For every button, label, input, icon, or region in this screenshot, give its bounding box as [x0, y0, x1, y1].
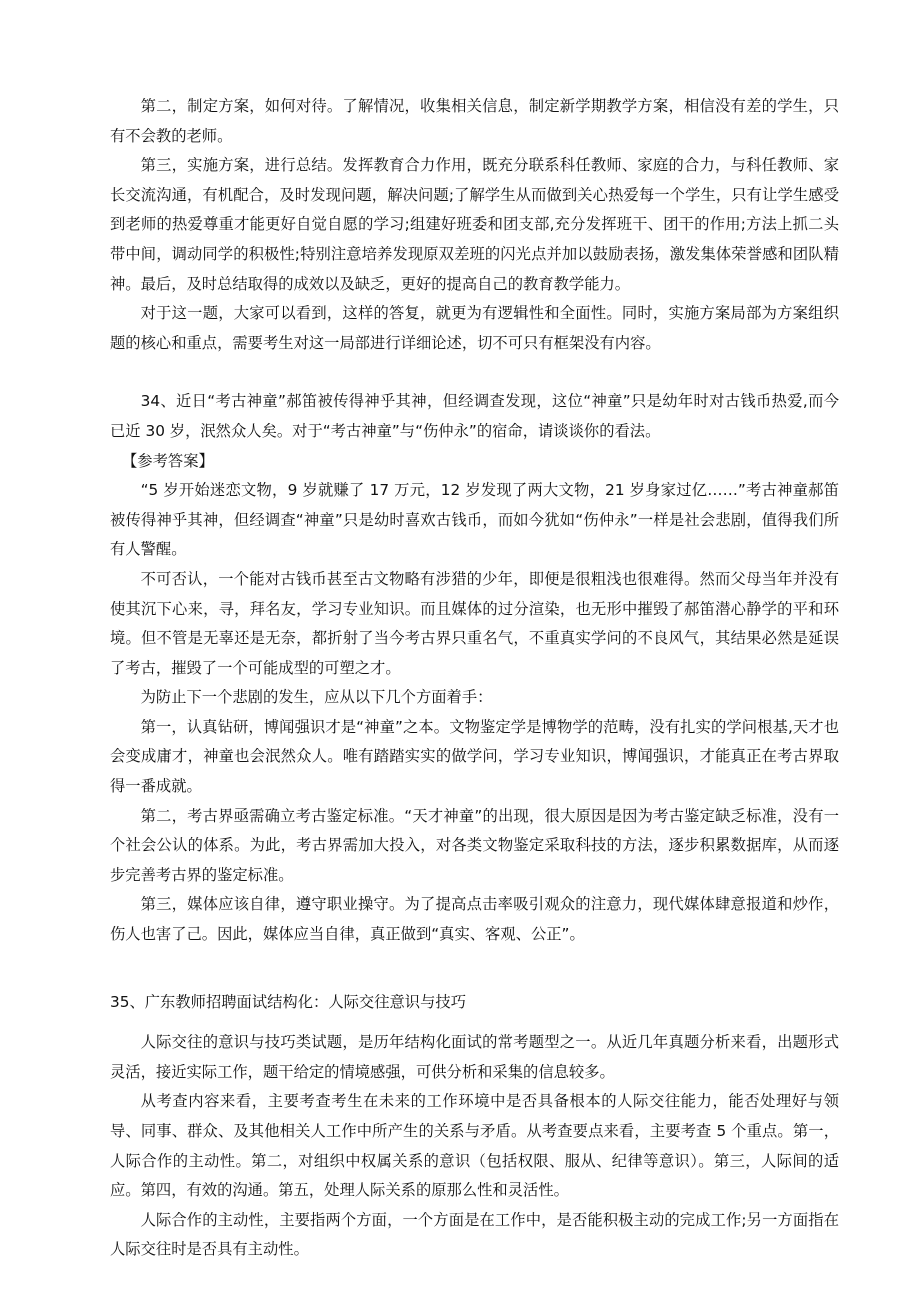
sec34-answer-label: 【参考答案】 [122, 451, 214, 470]
sec35-paragraph-3: 人际合作的主动性，主要指两个方面，一个方面是在工作中，是否能积极主动的完成工作;另一方面指在人际交往时是否具有主动性。 [110, 1210, 839, 1259]
sec33-paragraph-3: 对于这一题，大家可以看到，这样的答复，就更为有逻辑性和全面性。同时，实施方案局部为方案组织题的核心和重点，需要考生对这一局部进行详细论述，切不可只有框架没有内容。 [110, 304, 839, 352]
sec34-answer-paragraph-2: 不可否认，一个能对古钱币甚至古文物略有涉猎的少年，即便是很粗浅也很难得。然而父母当年并没有使其沉下心来，寻，拜名友，学习专业知识。而且媒体的过分渲染，也无形中摧毁了郝笛潜心静学的平和环境。但不管是无辜还是无奈，都折射了当今考古界只重名气，不重真实学问的不良风气，其结果必然是延误了考古，摧毁了一个可能成型的可塑之才。 [110, 569, 839, 677]
sec33-paragraph-1: 第二，制定方案，如何对待。了解情况，收集相关信息，制定新学期教学方案，相信没有差的学生，只有不会教的老师。 [110, 97, 839, 145]
sec34-answer-paragraph-4: 第一，认真钻研，博闻强识才是“神童”之本。文物鉴定学是博物学的范畴，没有扎实的学问根基,天才也会变成庸才，神童也会泯然众人。唯有踏踏实实的做学问，学习专业知识，博闻强识，才能真正在考古界取得一番成就。 [110, 717, 839, 796]
sec34-answer-paragraph-1: “5 岁开始迷恋文物，9 岁就赚了 17 万元，12 岁发现了两大文物，21 岁身家过亿……”考古神童郝笛被传得神乎其神，但经调查“神童”只是幼时喜欢古钱币，而如今犹如“伤仲永”一样是社会悲剧，值得我们所有人警醒。 [110, 481, 839, 559]
sec35-paragraph-2: 从考查内容来看，主要考查考生在未来的工作环境中是否具备根本的人际交往能力，能否处理好与领导、同事、群众、及其他相关人工作中所产生的关系与矛盾。从考查要点来看，主要考查 5 个重点。第一，人际合作的主动性。第二，对组织中权属关系的意识（包括权限、服从、纪律等意识）。第三，人际间的适应。第四，有效的沟通。第五，处理人际关系的原那么性和灵活性。 [110, 1092, 839, 1200]
sec35-heading: 35、广东教师招聘面试结构化：人际交往意识与技巧 [110, 992, 466, 1011]
sec34-answer-paragraph-5: 第二，考古界亟需确立考古鉴定标准。“天才神童”的出现，很大原因是因为考古鉴定缺乏标准，没有一个社会公认的体系。为此，考古界需加大投入，对各类文物鉴定采取科技的方法，逐步积累数据库，从而逐步完善考古界的鉴定标准。 [110, 806, 839, 884]
sec35-paragraph-1: 人际交往的意识与技巧类试题，是历年结构化面试的常考题型之一。从近几年真题分析来看，出题形式灵活，接近实际工作，题干给定的情境感强，可供分析和采集的信息较多。 [110, 1033, 839, 1081]
sec34-answer-paragraph-3: 为防止下一个悲剧的发生，应从以下几个方面着手： [140, 688, 493, 707]
sec34-question: 34、近日“考古神童”郝笛被传得神乎其神，但经调查发现，这位“神童”只是幼年时对古钱币热爱,而今已近 30 岁，泯然众人矣。对于“考古神童”与“伤仲永”的宿命，请谈谈你的看法。 [110, 392, 839, 440]
sec33-paragraph-2: 第三，实施方案，进行总结。发挥教育合力作用，既充分联系科任教师、家庭的合力，与科任教师、家长交流沟通，有机配合，及时发现问题，解决问题;了解学生从而做到关心热爱每一个学生，只有让学生感受到老师的热爱尊重才能更好自觉自愿的学习;组建好班委和团支部,充分发挥班干、团干的作用;方法上抓二头带中间，调动同学的积极性;特别注意培养发现原双差班的闪光点并加以鼓励表扬，激发集体荣誉感和团队精神。最后，及时总结取得的成效以及缺乏，更好的提高自己的教育教学能力。 [110, 156, 839, 293]
sec34-answer-paragraph-6: 第三，媒体应该自律，遵守职业操守。为了提高点击率吸引观众的注意力，现代媒体肆意报道和炒作，伤人也害了己。因此，媒体应当自律，真正做到“真实、客观、公正”。 [110, 895, 839, 944]
